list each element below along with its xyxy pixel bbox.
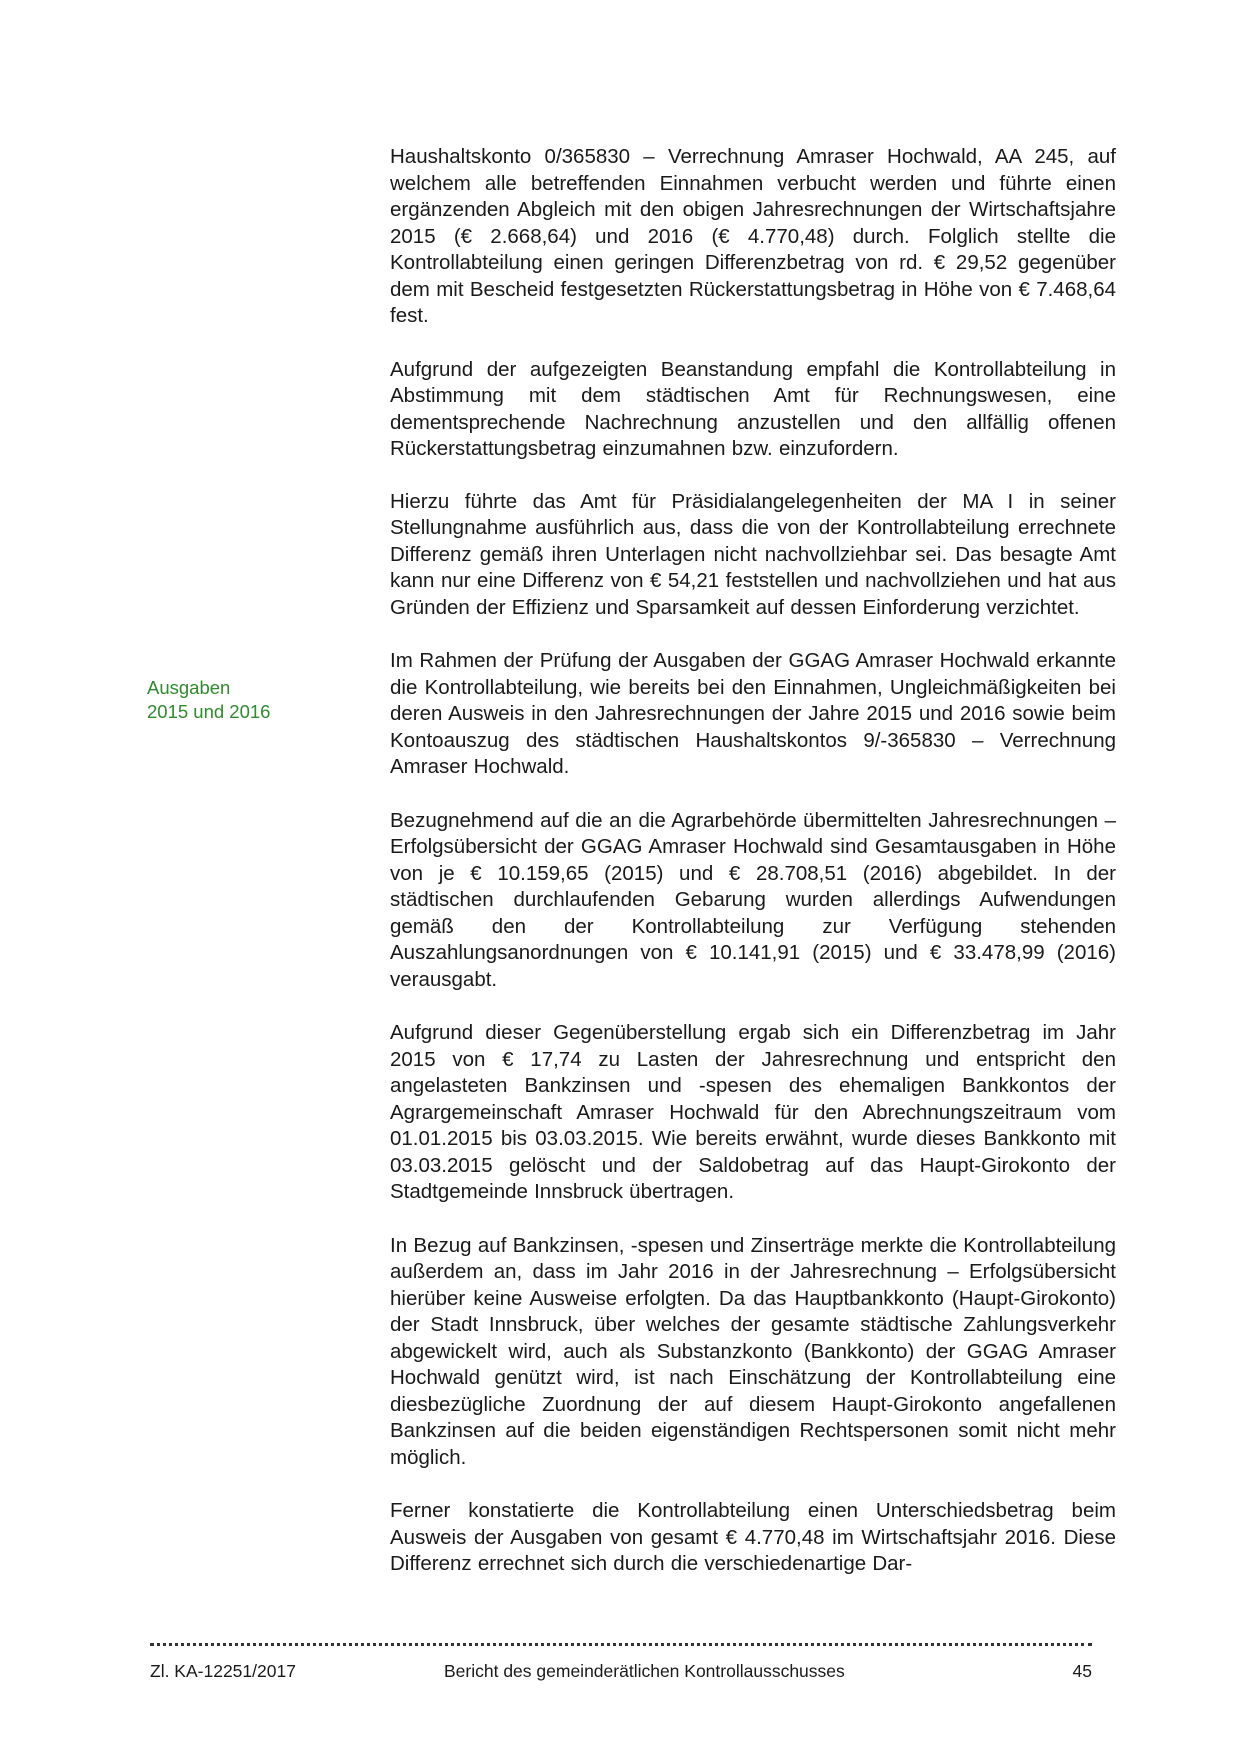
paragraph-jahresrechnungen: Bezugnehmend auf die an die Agrarbehörde übermittelten Jahresrechnungen – Erfolgsübersicht der GGAG Amraser Hochwald sind Gesamtausgaben in Höhe von je € 10.159,65 (2015) und € 28.708,51 (2016) abgebildet. In der städtischen durchlaufenden Gebarung wurden allerdings Aufwendungen gemäß den der Kontrollabteilung zur Verfügung stehenden Auszahlungsanordnungen von € 10.141,91 (2015) und € 33.478,99 (2016) verausgabt.	[390, 808, 1116, 991]
paragraph-bankzinsen: In Bezug auf Bankzinsen, -spesen und Zinserträge merkte die Kontrollabteilung außerdem an, dass im Jahr 2016 in der Jahresrechnung – Erfolgsübersicht hierüber keine Ausweise erfolgten. Da das Hauptbankkonto (Haupt-Girokonto) der Stadt Innsbruck, über welches der gesamte städtische Zahlungsverkehr abgewickelt wird, auch als Substanzkonto (Bankkonto) der GGAG Amraser Hochwald genützt wird, ist nach Einschätzung der Kontrollabteilung eine diesbezügliche Zuordnung der auf diesem Haupt-Girokonto angefallenen Bankzinsen auf die beiden eigenständigen Rechtspersonen somit nicht mehr möglich.	[390, 1233, 1116, 1469]
main-text-column	[390, 144, 1116, 1605]
paragraph-pruefung-ausgaben: Im Rahmen der Prüfung der Ausgaben der GGAG Amraser Hochwald erkannte die Kontrollabteilung, wie bereits bei den Einnahmen, Ungleichmäßigkeiten bei deren Ausweis in den Jahresrechnungen der Jahre 2015 und 2016 sowie beim Kontoauszug des städtischen Haushaltskontos 9/-365830 – Verrechnung Amraser Hochwald.	[390, 649, 1116, 778]
footer-reference: Zl. KA-12251/2017	[150, 1661, 296, 1681]
paragraph-beanstandung-empfehlung: Aufgrund der aufgezeigten Beanstandung empfahl die Kontrollabteilung in Abstimmung mit dem städtischen Amt für Rechnungswesen, eine dementsprechende Nachrechnung anzustellen und den allfällig offenen Rückerstattungsbetrag einzumahnen bzw. einzufordern.	[390, 357, 1116, 460]
paragraph-differenzbetrag: Aufgrund dieser Gegenüberstellung ergab sich ein Differenzbetrag im Jahr 2015 von € 17,74 zu Lasten der Jahresrechnung und entspricht den angelasteten Bankzinsen und -spesen des ehemaligen Bankkontos der Agrargemeinschaft Amraser Hochwald für den Abrechnungszeitraum vom 01.01.2015 bis 03.03.2015. Wie bereits erwähnt, wurde dieses Bankkonto mit 03.03.2015 gelöscht und der Saldobetrag auf das Haupt-Girokonto der Stadtgemeinde Innsbruck übertragen.	[390, 1021, 1116, 1203]
paragraph-stellungnahme: Hierzu führte das Amt für Präsidialangelegenheiten der MA I in seiner Stellungnahme ausführlich aus, dass die von der Kontrollabteilung errechnete Differenz gemäß ihren Unterlagen nicht nachvollziehbar sei. Das besagte Amt kann nur eine Differenz von € 54,21 feststellen und nachvollziehen und hat aus Gründen der Effizienz und Sparsamkeit auf dessen Einforderung verzichtet.	[390, 489, 1116, 619]
footer-divider	[150, 1643, 1092, 1646]
page-number: 45	[1072, 1661, 1092, 1681]
page-footer	[150, 1660, 1092, 1684]
margin-heading-line-2: 2015 und 2016	[147, 701, 271, 722]
paragraph-haushaltskonto: Haushaltskonto 0/365830 – Verrechnung Amraser Hochwald, AA 245, auf welchem alle betreffenden Einnahmen verbucht werden und führte einen ergänzenden Abgleich mit den obigen Jahresrechnungen der Wirtschaftsjahre 2015 (€ 2.668,64) und 2016 (€ 4.770,48) durch. Folglich stellte die Kontrollabteilung einen geringen Differenzbetrag von rd. € 29,52 gegenüber dem mit Bescheid festgesetzten Rückerstattungsbetrag in Höhe von € 7.468,64 fest.	[390, 145, 1116, 327]
paragraph-unterschiedsbetrag: Ferner konstatierte die Kontrollabteilung einen Unterschiedsbetrag beim Ausweis der Ausgaben von gesamt € 4.770,48 im Wirtschaftsjahr 2016. Diese Differenz errechnet sich durch die verschiedenartige Dar-	[390, 1499, 1116, 1575]
margin-heading-ausgaben	[147, 676, 347, 724]
margin-heading-line-1: Ausgaben	[147, 677, 231, 698]
footer-title: Bericht des gemeinderätlichen Kontrollausschusses	[444, 1661, 845, 1681]
